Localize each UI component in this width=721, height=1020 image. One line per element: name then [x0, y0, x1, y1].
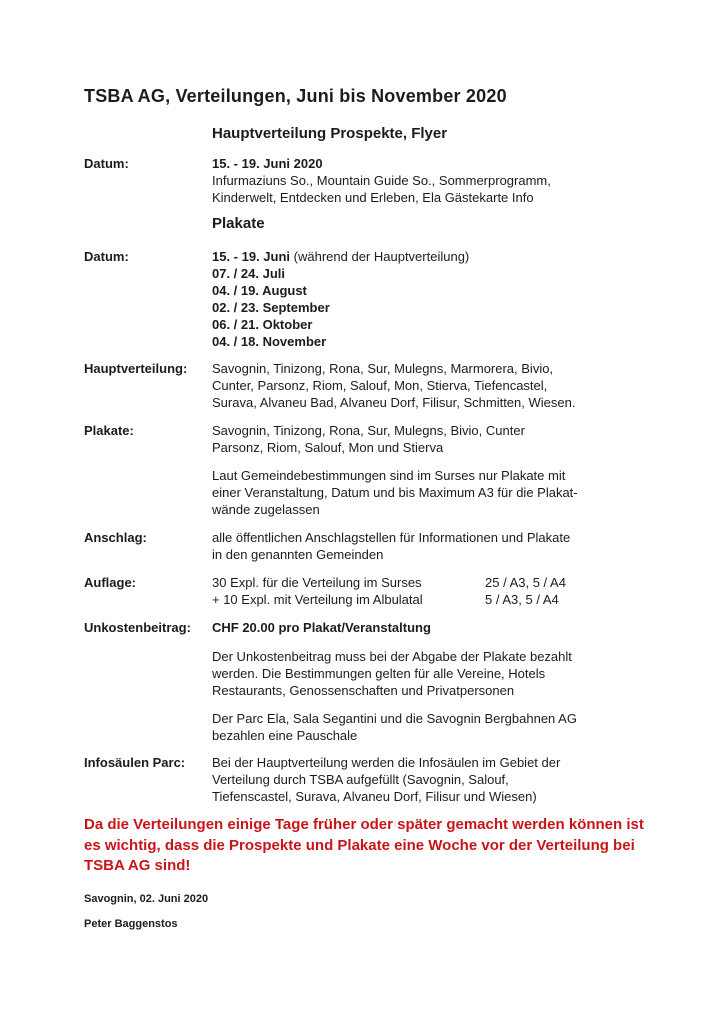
infosaeulen-content [212, 754, 560, 805]
auflage-spec: 5 / A3, 5 / A4 [485, 592, 559, 607]
plakate-orte-content [212, 422, 525, 456]
datum-prospekte-content [212, 155, 551, 206]
unkosten-para1-row [84, 648, 691, 699]
plakate-date-bold: 15. - 19. Juni [212, 249, 294, 264]
warning-line: TSBA AG sind! [84, 857, 191, 874]
infosaeulen-line: Bei der Hauptverteilung werden die Infosäulen im Gebiet der [212, 755, 561, 770]
prospekte-list-line: Kinderwelt, Entdecken und Erleben, Ela Gästekarte Info [212, 190, 534, 205]
auflage-label: Auflage: [84, 575, 136, 590]
ortsliste-line: Parsonz, Riom, Salouf, Mon und Stierva [212, 440, 444, 455]
datum-prospekte-date: 15. - 19. Juni 2020 [212, 156, 323, 171]
heading-row-plakate [84, 215, 691, 233]
anschlag-line: alle öffentlichen Anschlagstellen für Informationen und Plakate [212, 530, 571, 545]
unkostenbeitrag-value: CHF 20.00 pro Plakat/Veranstaltung [212, 620, 431, 635]
unkostenbeitrag-label: Unkostenbeitrag: [84, 620, 191, 635]
plakate-date-line: 04. / 19. August [212, 283, 307, 298]
section-heading-plakate: Plakate [212, 215, 265, 232]
auflage-line [212, 591, 566, 608]
para-line: Der Unkostenbeitrag muss bei der Abgabe der Plakate bezahlt [212, 649, 572, 664]
para-line: werden. Die Bestimmungen gelten für alle Vereine, Hotels [212, 666, 546, 681]
auflage-row [84, 574, 691, 608]
infosaeulen-line: Tiefenscastel, Surava, Alvaneu Dorf, Filisur und Wiesen) [212, 789, 537, 804]
ortsliste-line: Savognin, Tinizong, Rona, Sur, Mulegns, Marmorera, Bivio, [212, 361, 554, 376]
auflage-content [212, 574, 566, 608]
gemeinde-note-row [84, 467, 691, 518]
plakate-orte-label: Plakate: [84, 423, 134, 438]
para-line: bezahlen eine Pauschale [212, 728, 358, 743]
auflage-line [212, 574, 566, 591]
prospekte-list-line: Infurmaziuns So., Mountain Guide So., Sommerprogramm, [212, 173, 551, 188]
anschlag-label: Anschlag: [84, 530, 147, 545]
hauptverteilung-label: Hauptverteilung: [84, 361, 188, 376]
datum-plakate-label: Datum: [84, 249, 129, 264]
infosaeulen-line: Verteilung durch TSBA aufgefüllt (Savognin, Salouf, [212, 772, 509, 787]
plakate-date-line: 06. / 21. Oktober [212, 317, 313, 332]
warning-line: Da die Verteilungen einige Tage früher oder später gemacht werden können ist [84, 816, 644, 833]
unkosten-para2-content [212, 710, 577, 744]
ortsliste-line: Cunter, Parsonz, Riom, Salouf, Mon, Stierva, Tiefencastel, [212, 378, 548, 393]
unkostenbeitrag-content [212, 619, 431, 636]
datum-prospekte-row [84, 155, 691, 206]
infosaeulen-label: Infosäulen Parc: [84, 755, 186, 770]
note-line: wände zugelassen [212, 502, 320, 517]
datum-plakate-content [212, 248, 469, 350]
plakate-date-line: 02. / 23. September [212, 300, 330, 315]
para-line: Der Parc Ela, Sala Segantini und die Savognin Bergbahnen AG [212, 711, 577, 726]
unkosten-para1-content [212, 648, 572, 699]
para-line: Restaurants, Genossenschaften und Privatpersonen [212, 683, 515, 698]
datum-prospekte-label: Datum: [84, 156, 129, 171]
note-line: einer Veranstaltung, Datum und bis Maximum A3 für die Plakat- [212, 485, 578, 500]
plakate-date-line: 04. / 18. November [212, 334, 327, 349]
anschlag-row [84, 529, 691, 563]
heading-row-prospekte [84, 125, 691, 143]
plakate-date-line: 07. / 24. Juli [212, 266, 285, 281]
anschlag-line: in den genannten Gemeinden [212, 547, 384, 562]
note-line: Laut Gemeindebestimmungen sind im Surses nur Plakate mit [212, 468, 566, 483]
auflage-text: + 10 Expl. mit Verteilung im Albulatal [212, 592, 423, 607]
datum-plakate-row [84, 248, 691, 350]
plakate-orte-row [84, 422, 691, 456]
anschlag-content [212, 529, 570, 563]
footer-place-date: Savognin, 02. Juni 2020 [84, 892, 209, 905]
ortsliste-line: Savognin, Tinizong, Rona, Sur, Mulegns, Bivio, Cunter [212, 423, 525, 438]
document-title: TSBA AG, Verteilungen, Juni bis November 2020 [84, 86, 507, 106]
unkostenbeitrag-row [84, 619, 691, 636]
section-heading-prospekte: Hauptverteilung Prospekte, Flyer [212, 125, 448, 142]
hauptverteilung-row [84, 360, 691, 411]
warning-paragraph [84, 815, 691, 877]
gemeinde-note-content [212, 467, 578, 518]
auflage-text: 30 Expl. für die Verteilung im Surses [212, 575, 422, 590]
auflage-spec: 25 / A3, 5 / A4 [485, 575, 566, 590]
infosaeulen-row [84, 754, 691, 805]
plakate-date-line [212, 248, 469, 265]
ortsliste-line: Surava, Alvaneu Bad, Alvaneu Dorf, Filisur, Schmitten, Wiesen. [212, 395, 576, 410]
footer-author: Peter Baggenstos [84, 917, 178, 930]
plakate-date-note: (während der Hauptverteilung) [293, 249, 470, 264]
warning-line: es wichtig, dass die Prospekte und Plakate eine Woche vor der Verteilung bei [84, 836, 635, 854]
unkosten-para2-row [84, 710, 691, 744]
hauptverteilung-content [212, 360, 575, 411]
